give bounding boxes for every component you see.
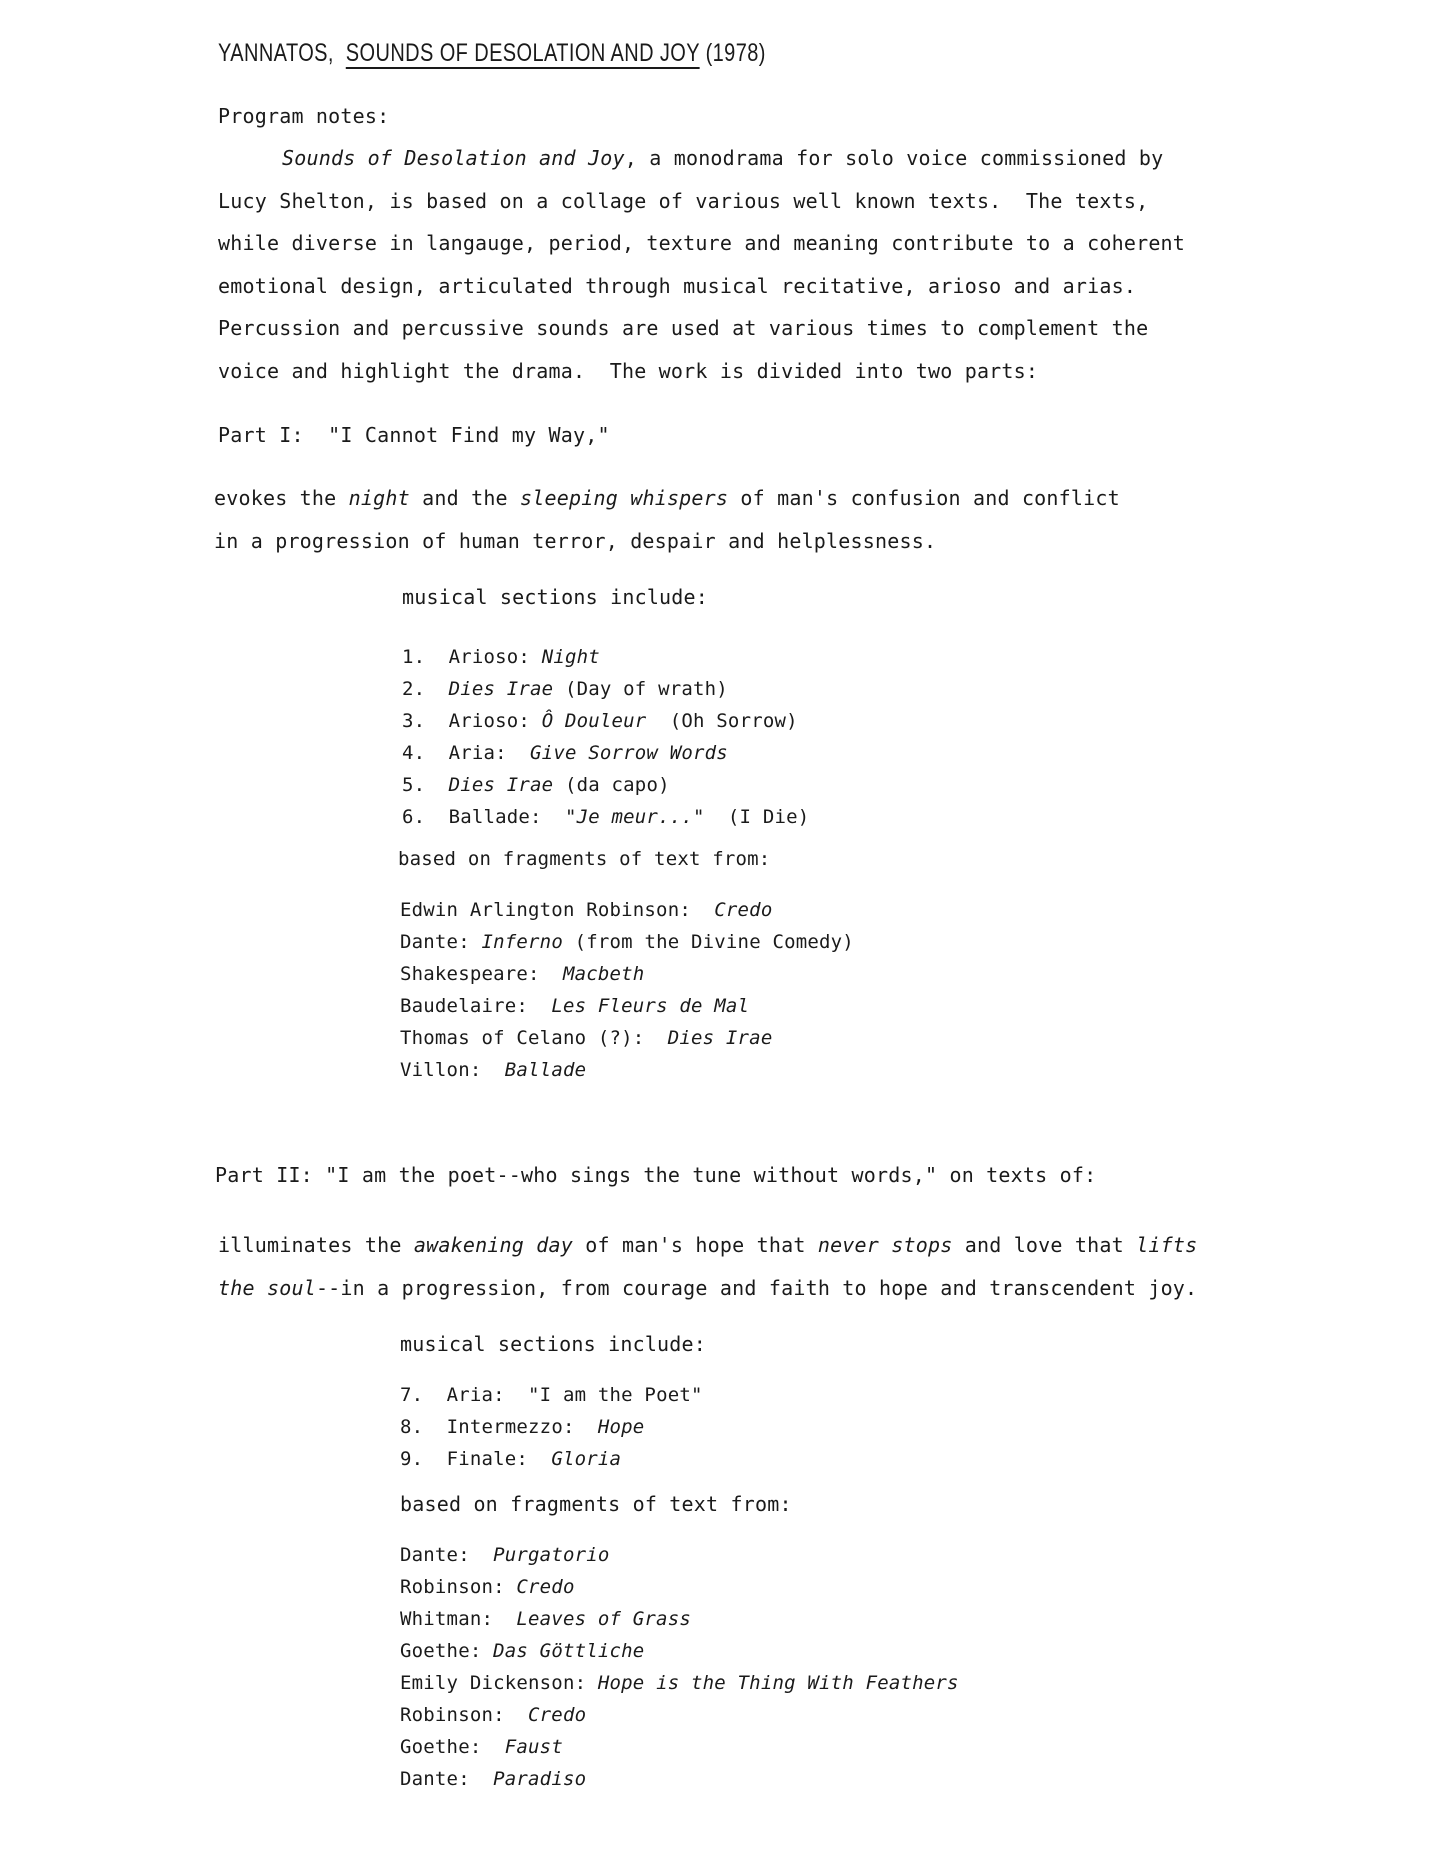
work-year: (1978) — [705, 39, 766, 67]
part1-section-item: 4. Aria: Give Sorrow Words — [402, 742, 728, 764]
part2-section-item: 8. Intermezzo: Hope — [400, 1416, 645, 1438]
part1-source-item: Shakespeare: Macbeth — [400, 963, 645, 985]
part1-section-item: 6. Ballade: "Je meur..." (I Die) — [402, 806, 810, 828]
part2-source-item: Robinson: Credo — [400, 1704, 587, 1726]
part2-source-item: Goethe: Faust — [400, 1736, 563, 1758]
intro-line-2: Lucy Shelton, is based on a collage of various well known texts. The texts, — [218, 189, 1149, 213]
intro-line-3: while diverse in langauge, period, texture and meaning contribute to a coherent — [218, 231, 1186, 255]
part2-section-item: 7. Aria: "I am the Poet" — [400, 1384, 703, 1406]
part2-source-item: Robinson: Credo — [400, 1576, 575, 1598]
part2-source-item: Dante: Paradiso — [400, 1768, 587, 1790]
part2-heading: Part II: "I am the poet--who sings the tune without words," on texts of: — [215, 1163, 1097, 1187]
part1-sections-label: musical sections include: — [402, 585, 709, 609]
part1-section-item: 3. Arioso: Ô Douleur (Oh Sorrow) — [402, 710, 798, 732]
work-title: SOUNDS OF DESOLATION AND JOY — [345, 39, 700, 67]
part2-source-item: Whitman: Leaves of Grass — [400, 1608, 691, 1630]
part2-sources-label: based on fragments of text from: — [400, 1492, 792, 1516]
part1-source-item: Thomas of Celano (?): Dies Irae — [400, 1027, 773, 1049]
part1-desc-line-1: evokes the night and the sleeping whispers of man's confusion and conflict — [214, 486, 1120, 510]
part1-source-item: Villon: Ballade — [400, 1059, 587, 1081]
part1-source-item: Dante: Inferno (from the Divine Comedy) — [400, 931, 854, 953]
part2-sections-label: musical sections include: — [400, 1332, 707, 1356]
part2-source-item: Goethe: Das Göttliche — [400, 1640, 645, 1662]
part1-section-item: 5. Dies Irae (da capo) — [402, 774, 670, 796]
intro-line-5: Percussion and percussive sounds are used at various times to complement the — [218, 316, 1149, 340]
part2-source-item: Dante: Purgatorio — [400, 1544, 610, 1566]
part2-desc-line-2: the soul--in a progression, from courage and faith to hope and transcendent joy. — [218, 1276, 1198, 1300]
composer-name: YANNATOS, — [218, 39, 334, 67]
page-header — [218, 38, 766, 68]
part1-source-item: Baudelaire: Les Fleurs de Mal — [400, 995, 750, 1017]
program-notes-label: Program notes: — [218, 104, 390, 128]
part1-section-item: 2. Dies Irae (Day of wrath) — [402, 678, 728, 700]
part1-heading: Part I: "I Cannot Find my Way," — [218, 423, 610, 447]
intro-line-1: Sounds of Desolation and Joy, a monodrama for solo voice commissioned by — [282, 146, 1164, 170]
intro-line-4: emotional design, articulated through musical recitative, arioso and arias. — [218, 274, 1137, 298]
part2-section-item: 9. Finale: Gloria — [400, 1448, 622, 1470]
part2-desc-line-1: illuminates the awakening day of man's hope that never stops and love that lifts — [218, 1233, 1198, 1257]
part2-source-item: Emily Dickenson: Hope is the Thing With Feathers — [400, 1672, 959, 1694]
part1-source-item: Edwin Arlington Robinson: Credo — [400, 899, 773, 921]
part1-sources-label: based on fragments of text from: — [398, 848, 771, 870]
intro-line-6: voice and highlight the drama. The work is divided into two parts: — [218, 359, 1039, 383]
part1-desc-line-2: in a progression of human terror, despair and helplessness. — [214, 529, 937, 553]
intro-work-title: Sounds of Desolation and Joy — [282, 146, 625, 170]
part1-section-item: 1. Arioso: Night — [402, 646, 600, 668]
